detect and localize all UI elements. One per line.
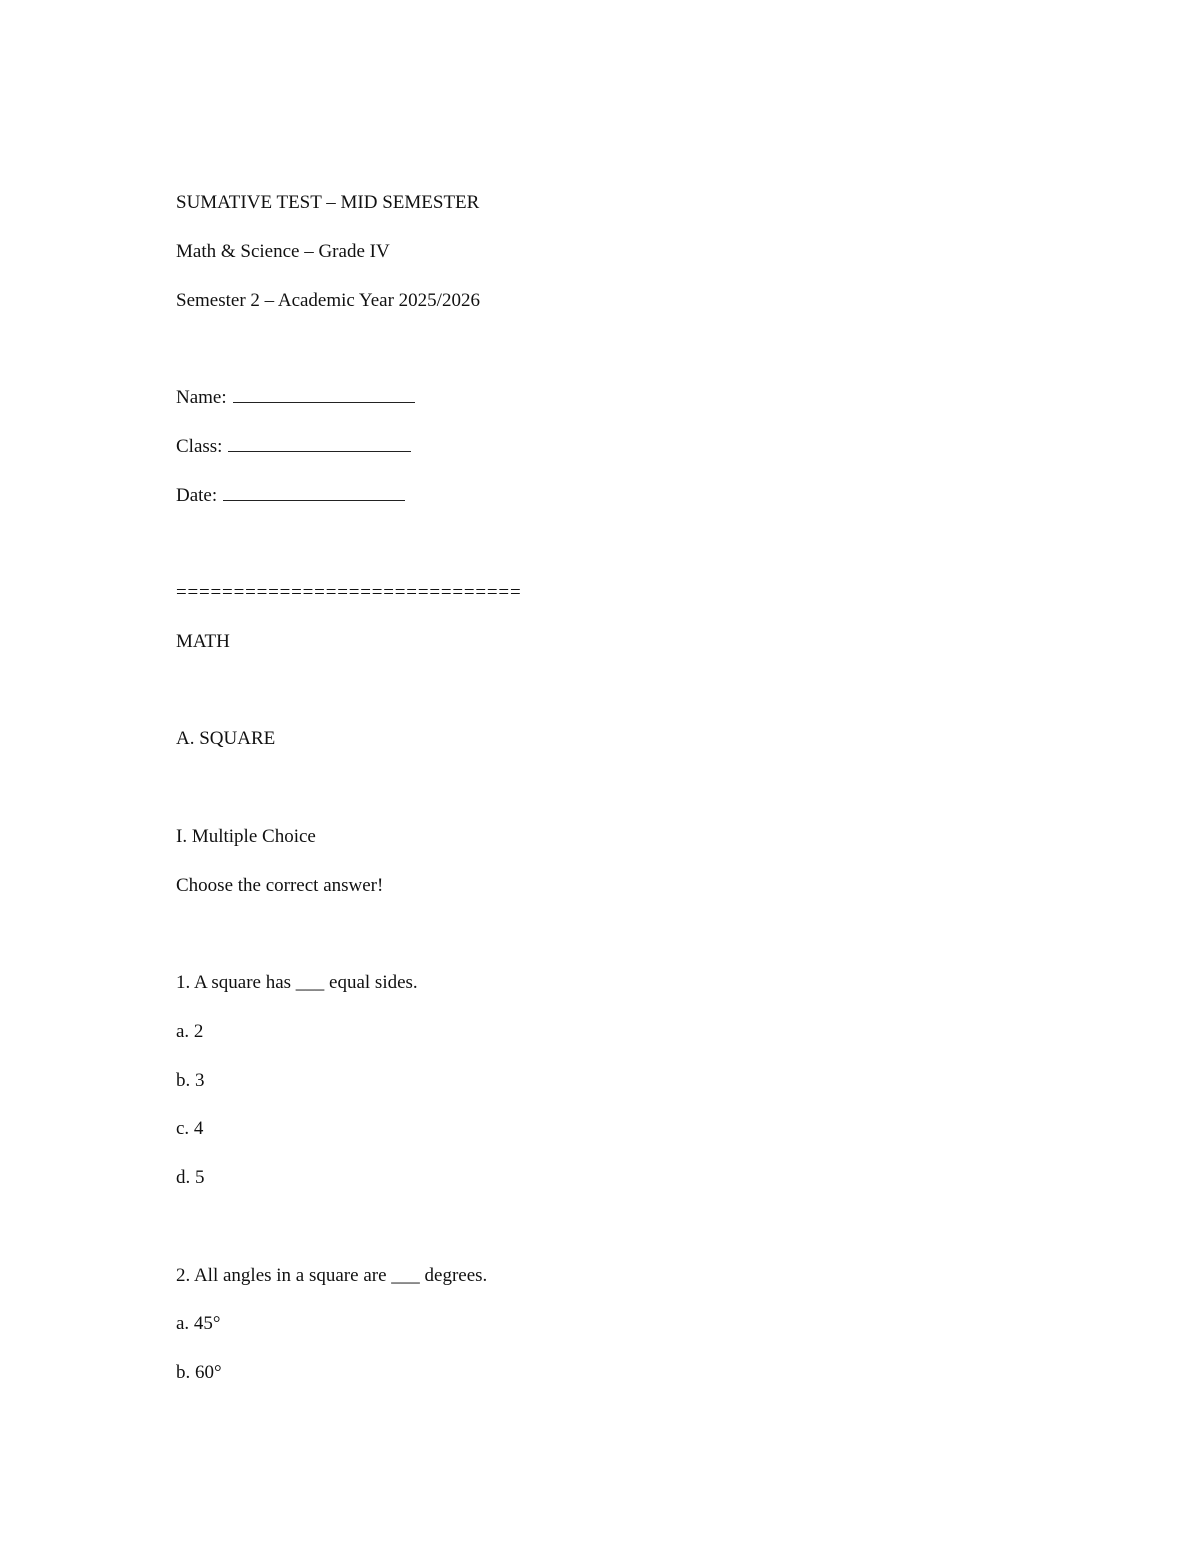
option-2a: a. 45° <box>176 1313 221 1335</box>
subsection-heading: A. SQUARE <box>176 728 276 750</box>
option-1b: b. 3 <box>176 1069 205 1091</box>
part-instruction: Choose the correct answer! <box>176 874 384 896</box>
date-field <box>176 472 1026 521</box>
question-2: 2. All angles in a square are ___ degrees. <box>176 1264 488 1286</box>
name-field <box>176 374 1026 423</box>
class-field <box>176 423 1026 472</box>
date-label: Date: <box>176 484 218 506</box>
blank-line <box>176 667 1026 716</box>
name-label: Name: <box>176 387 227 408</box>
name-blank[interactable] <box>233 382 415 403</box>
test-title: SUMATIVE TEST – MID SEMESTER <box>176 192 480 213</box>
document-page <box>176 179 1026 1398</box>
blank-line <box>176 520 1026 569</box>
option-2b: b. 60° <box>176 1362 222 1383</box>
date-blank[interactable] <box>223 480 405 501</box>
blank-line <box>176 764 1026 813</box>
class-label: Class: <box>176 435 223 457</box>
subject-grade: Math & Science – Grade IV <box>176 240 390 262</box>
blank-line <box>176 325 1026 374</box>
section-heading: MATH <box>176 630 230 652</box>
part-title: I. Multiple Choice <box>176 825 316 847</box>
separator-line: ============================== <box>176 582 522 603</box>
question-1: 1. A square has ___ equal sides. <box>176 972 418 993</box>
option-1d: d. 5 <box>176 1167 205 1188</box>
blank-line <box>176 910 1026 959</box>
blank-line <box>176 1203 1026 1252</box>
option-1c: c. 4 <box>176 1118 204 1140</box>
term-year: Semester 2 – Academic Year 2025/2026 <box>176 289 480 311</box>
class-blank[interactable] <box>228 431 411 452</box>
option-1a: a. 2 <box>176 1020 204 1042</box>
